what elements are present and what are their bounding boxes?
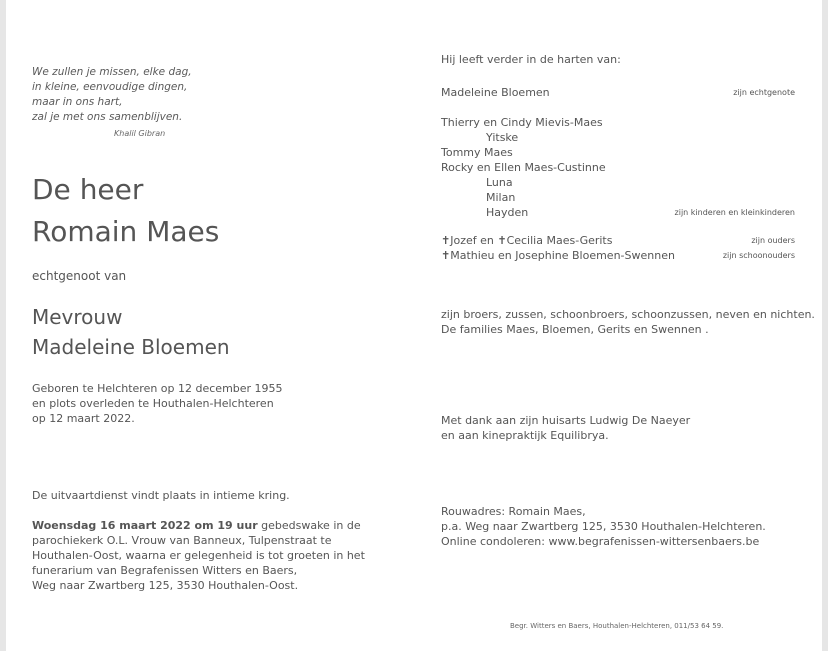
funeral-details	[32, 518, 365, 593]
funeral-intro: De uitvaartdienst vindt plaats in intieme kring.	[32, 489, 290, 502]
spouse-role: zijn echtgenote	[733, 88, 795, 97]
family-member: Rocky en Ellen Maes-Custinne	[441, 161, 606, 174]
spouse-title: Mevrouw	[32, 305, 123, 329]
family-member: Tommy Maes	[441, 146, 513, 159]
funeral-line: Houthalen-Oost, waarna er gelegenheid is tot groeten in het	[32, 549, 365, 562]
address-line: p.a. Weg naar Zwartberg 125, 3530 Houthalen-Helchteren.	[441, 520, 766, 533]
poem-line: zal je met ons samenblijven.	[32, 111, 183, 123]
death-line: en plots overleden te Houthalen-Helchteren	[32, 397, 274, 410]
families-line: De families Maes, Bloemen, Gerits en Swennen .	[441, 323, 709, 336]
parents-role: zijn ouders	[751, 236, 795, 245]
cross-icon: ✝	[441, 249, 451, 262]
cross-icon: ✝	[497, 234, 507, 247]
funeral-date: Woensdag 16 maart 2022 om 19 uur	[32, 519, 258, 532]
deceased-title: De heer	[32, 173, 144, 206]
family-member: Hayden	[486, 206, 529, 219]
siblings-info	[441, 307, 815, 337]
parents-entry	[441, 233, 612, 248]
poem-author: Khalil Gibran	[114, 129, 166, 138]
family-member: Milan	[486, 191, 516, 204]
siblings-line: zijn broers, zussen, schoonbroers, schoonzussen, neven en nichten.	[441, 308, 815, 321]
children-list	[441, 115, 606, 220]
funeral-line: funerarium van Begrafenissen Witters en Baers,	[32, 564, 298, 577]
condolence-line: Online condoleren: www.begrafenissen-wittersenbaers.be	[441, 535, 760, 548]
poem	[32, 65, 192, 125]
cross-icon: ✝	[441, 234, 451, 247]
deceased-name: Romain Maes	[32, 215, 220, 248]
poem-line: in kleine, eenvoudige dingen,	[32, 81, 188, 93]
children-role: zijn kinderen en kleinkinderen	[674, 208, 795, 217]
funeral-line-rest: gebedswake in de	[257, 519, 361, 532]
memorial-card	[6, 0, 822, 651]
thanks-block	[441, 413, 690, 443]
death-date-line: op 12 maart 2022.	[32, 412, 135, 425]
family-member: Yitske	[486, 131, 519, 144]
family-member: Luna	[486, 176, 513, 189]
spouse-entry: Madeleine Bloemen	[441, 86, 550, 99]
parent-names-a: Jozef en	[450, 234, 498, 247]
footer-credit: Begr. Witters en Baers, Houthalen-Helchteren, 011/53 64 59.	[510, 622, 724, 630]
address-block	[441, 504, 766, 549]
thanks-line: Met dank aan zijn huisarts Ludwig De Naeyer	[441, 414, 691, 427]
spouse-name: Madeleine Bloemen	[32, 335, 230, 359]
family-intro: Hij leeft verder in de harten van:	[441, 53, 621, 66]
birth-line: Geboren te Helchteren op 12 december 1955	[32, 382, 283, 395]
address-line: Rouwadres: Romain Maes,	[441, 505, 586, 518]
funeral-line	[32, 518, 365, 533]
spouse-of-label: echtgenoot van	[32, 269, 127, 283]
parent-names-b: Cecilia Maes-Gerits	[506, 234, 613, 247]
inlaws-role: zijn schoonouders	[722, 251, 795, 260]
birth-death-info	[32, 381, 283, 426]
inlaws-entry	[441, 248, 675, 263]
poem-line: We zullen je missen, elke dag,	[32, 66, 192, 78]
funeral-line: parochiekerk O.L. Vrouw van Banneux, Tulpenstraat te	[32, 534, 332, 547]
funeral-line: Weg naar Zwartberg 125, 3530 Houthalen-Oost.	[32, 579, 299, 592]
thanks-line: en aan kinepraktijk Equilibrya.	[441, 429, 609, 442]
inlaws-names: Mathieu en Josephine Bloemen-Swennen	[450, 249, 675, 262]
family-member: Thierry en Cindy Mievis-Maes	[441, 116, 603, 129]
poem-line: maar in ons hart,	[32, 96, 123, 108]
